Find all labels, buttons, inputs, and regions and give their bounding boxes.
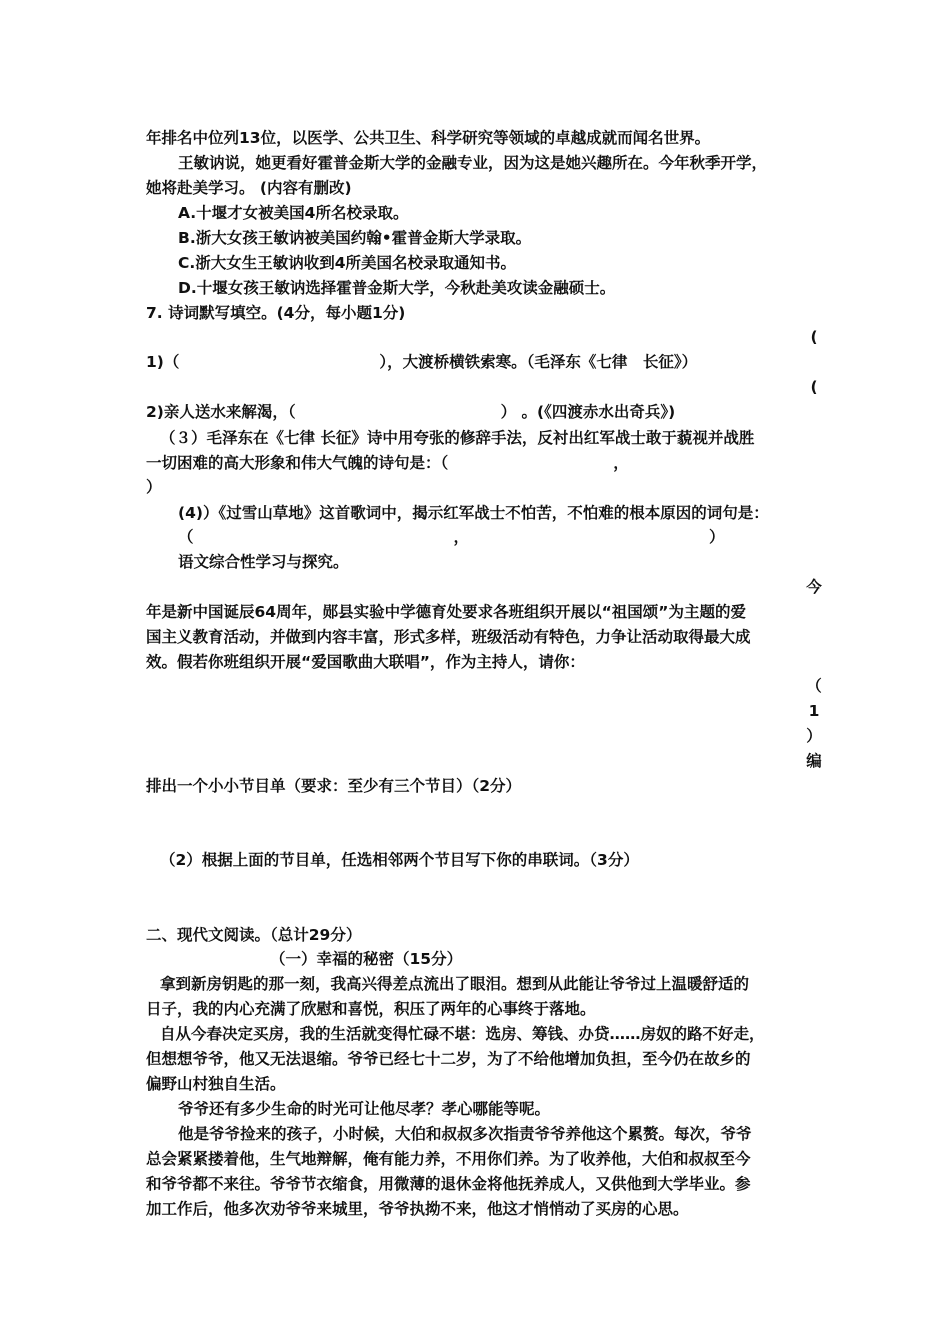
paragraph-line: 爷爷还有多少生命的时光可让他尽孝？孝心哪能等呢。 [178, 1100, 551, 1118]
paragraph-line: 他是爷爷捡来的孩子，小时候，大伯和叔叔多次指责爷爷养他这个累赘。每次，爷爷 [178, 1125, 752, 1143]
paragraph-line: 加工作后，他多次劝爷爷来城里，爷爷执拗不来，他这才悄悄动了买房的心思。 [146, 1200, 689, 1218]
margin-char: 编 [806, 752, 822, 770]
text-segment: ） 。(《四渡赤水出奇兵》) [500, 403, 676, 421]
option-b: B.浙大女孩王敏讷被美国约翰•霍普金斯大学录取。 [178, 229, 532, 247]
margin-char: （ [806, 677, 822, 695]
margin-char: 今 [806, 578, 822, 596]
margin-char: ( [810, 328, 818, 346]
paragraph-line: 拿到新房钥匙的那一刻，我高兴得差点流出了眼泪。想到从此能让爷爷过上温暖舒适的 [160, 975, 750, 993]
question-7-4-cont [178, 526, 810, 548]
passage-title: （一）幸福的秘密（15分） [270, 950, 463, 968]
paragraph-line: 但想想爷爷，他又无法退缩。爷爷已经七十二岁，为了不给他增加负担，至今仍在故乡的 [146, 1050, 751, 1068]
text-segment: ），大渡桥横铁索寒。（毛泽东《七律 长征》） [379, 353, 698, 371]
paragraph-line: 总会紧紧搂着他，生气地辩解，俺有能力养，不用你们养。为了收养他，大伯和叔叔至今 [146, 1150, 751, 1168]
text-segment: ） [146, 478, 162, 496]
option-d: D.十堰女孩王敏讷选择霍普金斯大学，今秋赴美攻读金融硕士。 [178, 279, 616, 297]
paragraph-line: 和爷爷都不来往。爷爷节衣缩食，用微薄的退休金将他抚养成人，又供他到大学毕业。参 [146, 1175, 751, 1193]
text-line: 年排名中位列13位，以医学、公共卫生、科学研究等领域的卓越成就而闻名世界。 [146, 129, 711, 147]
section-heading: 二、现代文阅读。（总计29分） [146, 926, 362, 944]
text-segment: （ [178, 528, 194, 546]
text-line: 她将赴美学习。 (内容有删改) [146, 179, 352, 197]
text-line: 王敏讷说，她更看好霍普金斯大学的金融专业，因为这是她兴趣所在。今年秋季开学， [178, 154, 768, 172]
paragraph-line: 自从今春决定买房，我的生活就变得忙碌不堪：选房、筹钱、办贷……房奴的路不好走， [160, 1025, 765, 1043]
text-segment: ） [709, 528, 725, 546]
question-7-2 [146, 401, 810, 423]
text-segment: 2)亲人送水来解渴，（ [146, 403, 296, 421]
text-segment: 一切困难的高大形象和伟大气魄的诗句是：（ [146, 454, 449, 472]
margin-char: ( [810, 378, 818, 396]
question-7-3: （３）毛泽东在《七律 长征》诗中用夸张的修辞手法，反衬出红军战士敢于藐视并战胜 [160, 429, 755, 447]
question-7-3-cont [146, 452, 810, 474]
option-a: A.十堰才女被美国4所名校录取。 [178, 204, 409, 222]
text-segment: ， [613, 454, 629, 472]
question-8-heading: 语文综合性学习与探究。 [178, 553, 349, 571]
text-segment: ， [453, 528, 470, 546]
question-7-4: (4)）《过雪山草地》这首歌词中，揭示红军战士不怕苦，不怕难的根本原因的词句是： [178, 504, 769, 522]
option-c: C.浙大女生王敏讷收到4所美国名校录取通知书。 [178, 254, 517, 272]
text-line: 效。假若你班组织开展“爱国歌曲大联唱”，作为主持人，请你： [146, 653, 585, 671]
paragraph-line: 日子，我的内心充满了欣慰和喜悦，积压了两年的心事终于落地。 [146, 1000, 596, 1018]
text-line: 年是新中国诞辰64周年，郧县实验中学德育处要求各班组织开展以“祖国颂”为主题的爱 [146, 603, 746, 621]
text-line: 国主义教育活动，并做到内容丰富，形式多样，班级活动有特色，力争让活动取得最大成 [146, 628, 751, 646]
text-segment: 1)（ [146, 353, 180, 371]
margin-char: 1 [808, 702, 820, 720]
question-8-2: （2）根据上面的节目单，任选相邻两个节目写下你的串联词。（3分） [160, 851, 639, 869]
question-7-1 [146, 351, 810, 373]
paragraph-line: 偏野山村独自生活。 [146, 1075, 286, 1093]
question-8-1: 排出一个小小节目单（要求：至少有三个节目）（2分） [146, 777, 522, 795]
margin-char: ） [806, 727, 822, 745]
question-7-heading: 7. 诗词默写填空。(4分，每小题1分) [146, 304, 406, 322]
